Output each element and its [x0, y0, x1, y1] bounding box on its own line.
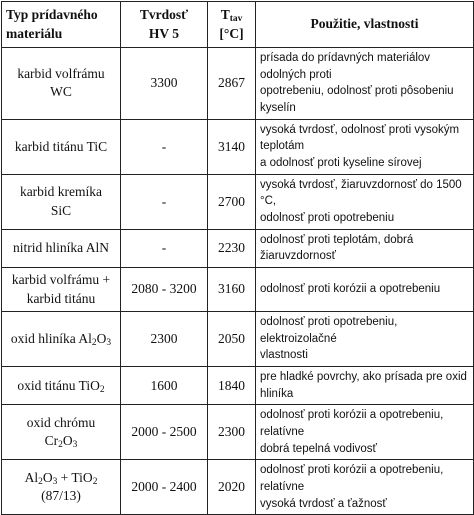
- cell-material: [2, 229, 121, 267]
- cell-material: [2, 460, 121, 515]
- header-temp-unit: [°C]: [219, 25, 244, 41]
- header-material: [2, 2, 121, 48]
- material-line2: WC: [50, 84, 72, 100]
- material-text: oxid titánu TiO: [17, 377, 100, 393]
- description-line2: opotrebeniu, odolnosť proti pôsobeniu kyselín: [260, 85, 454, 115]
- cell-material: [2, 119, 121, 174]
- material-line1: oxid chrómu: [26, 415, 96, 431]
- cell-hardness: 2300: [121, 312, 208, 367]
- material-text: O: [62, 433, 73, 449]
- table-row: [2, 312, 474, 367]
- material-line2: SiC: [50, 202, 72, 218]
- table-row: [2, 268, 474, 312]
- table-row: [2, 174, 474, 229]
- cell-temp: 1840: [208, 367, 256, 405]
- cell-hardness: 2000 - 2500: [121, 405, 208, 460]
- description-line1: vysoká tvrdosť, odolnosť proti vysokým teplotám: [260, 123, 460, 153]
- cell-temp: 2300: [208, 405, 256, 460]
- table-row: [2, 229, 474, 267]
- cell-description: [256, 367, 474, 405]
- cell-temp: 2700: [208, 174, 256, 229]
- header-row: [2, 2, 474, 48]
- description-line1: odolnosť proti korózii a opotrebeniu: [260, 283, 441, 296]
- header-temp-symbol: T: [220, 7, 230, 23]
- cell-material: [2, 174, 121, 229]
- table-row: [2, 48, 474, 120]
- cell-hardness: 1600: [121, 367, 208, 405]
- cell-description: [256, 48, 474, 120]
- cell-description: [256, 174, 474, 229]
- material-text: O: [96, 330, 107, 346]
- header-hardness-line1: Tvrdosť: [139, 7, 189, 23]
- cell-description: [256, 405, 474, 460]
- cell-description: [256, 268, 474, 312]
- description-line2: dobrá tepelná vodivosť: [260, 442, 377, 455]
- material-subscript: 2: [38, 477, 43, 488]
- cell-hardness: -: [121, 119, 208, 174]
- header-material-line2: materiálu: [6, 25, 63, 41]
- cell-description: [256, 119, 474, 174]
- cell-temp: 2867: [208, 48, 256, 120]
- material-line1: karbid kremíka: [19, 184, 103, 200]
- material-subscript: 2: [92, 477, 98, 488]
- cell-description: [256, 229, 474, 267]
- cell-temp: 3140: [208, 119, 256, 174]
- cell-hardness: 2080 - 3200: [121, 268, 208, 312]
- header-hardness-line2: HV 5: [148, 25, 180, 41]
- material-text: Cr: [44, 433, 59, 449]
- material-line1: karbid volfrámu +: [11, 272, 111, 288]
- cell-material: [2, 268, 121, 312]
- material-line2: karbid titánu: [26, 290, 96, 306]
- header-melting-temp: [208, 2, 256, 48]
- cell-description: [256, 460, 474, 515]
- cell-material: [2, 405, 121, 460]
- header-usage-label: Použitie, vlastnosti: [310, 16, 419, 32]
- table-row: [2, 460, 474, 515]
- cell-temp: 2020: [208, 460, 256, 515]
- table-row: [2, 367, 474, 405]
- description-line2: a odolnosť proti kyseline sírovej: [260, 157, 422, 170]
- material-text: + TiO: [57, 470, 93, 486]
- description-line1: odolnosť proti teplotám, dobrá žiaruvzdornosť: [260, 233, 414, 263]
- cell-hardness: 2000 - 2400: [121, 460, 208, 515]
- material-subscript: 2: [99, 384, 105, 395]
- material-text: O: [42, 470, 53, 486]
- material-subscript: 3: [106, 337, 112, 348]
- description-line1: odolnosť proti korózii a opotrebeniu, relatívne: [260, 409, 444, 439]
- description-line2: vysoká tvrdosť a ťažnosť: [260, 497, 387, 510]
- materials-table: [1, 1, 474, 515]
- cell-hardness: -: [121, 229, 208, 267]
- table-row: [2, 119, 474, 174]
- description-line2: vlastnosti: [260, 349, 308, 362]
- description-line1: vysoká tvrdosť, žiaruvzdornosť do 1500 °C,: [260, 178, 462, 208]
- material-subscript: 2: [91, 337, 97, 348]
- material-subscript: 3: [72, 440, 78, 451]
- material-line1: karbid titánu TiC: [14, 138, 108, 154]
- cell-description: [256, 312, 474, 367]
- table-row: [2, 405, 474, 460]
- header-temp-sub: tav: [229, 14, 243, 25]
- material-line1: nitrid hliníka AlN: [13, 240, 109, 256]
- description-line1: odolnosť proti opotrebeniu, elektroizolačné: [260, 316, 398, 345]
- description-line2: odolnosť proti opotrebeniu: [260, 212, 395, 225]
- cell-material: [2, 367, 121, 405]
- header-hardness: [121, 2, 208, 48]
- material-subscript: 2: [58, 440, 63, 451]
- cell-material: [2, 312, 121, 367]
- cell-material: [2, 48, 121, 120]
- material-line2: (87/13): [41, 488, 81, 504]
- cell-temp: 2050: [208, 312, 256, 367]
- material-text: oxid hliníka Al: [10, 330, 92, 346]
- material-line1: karbid volfrámu: [17, 66, 105, 82]
- description-line1: pre hladké povrchy, ako prísada pre oxid hliníka: [260, 371, 467, 400]
- cell-hardness: 3300: [121, 48, 208, 120]
- cell-temp: 2230: [208, 229, 256, 267]
- material-text: Al: [24, 470, 39, 486]
- description-line1: prísada do prídavných materiálov odolných proti: [260, 52, 431, 81]
- header-material-line1: Typ prídavného: [6, 7, 98, 23]
- description-line1: odolnosť proti korózii a opotrebeniu, relatívne: [260, 464, 444, 494]
- cell-temp: 3160: [208, 268, 256, 312]
- cell-hardness: -: [121, 174, 208, 229]
- header-usage: [256, 2, 474, 48]
- material-subscript: 3: [52, 477, 58, 488]
